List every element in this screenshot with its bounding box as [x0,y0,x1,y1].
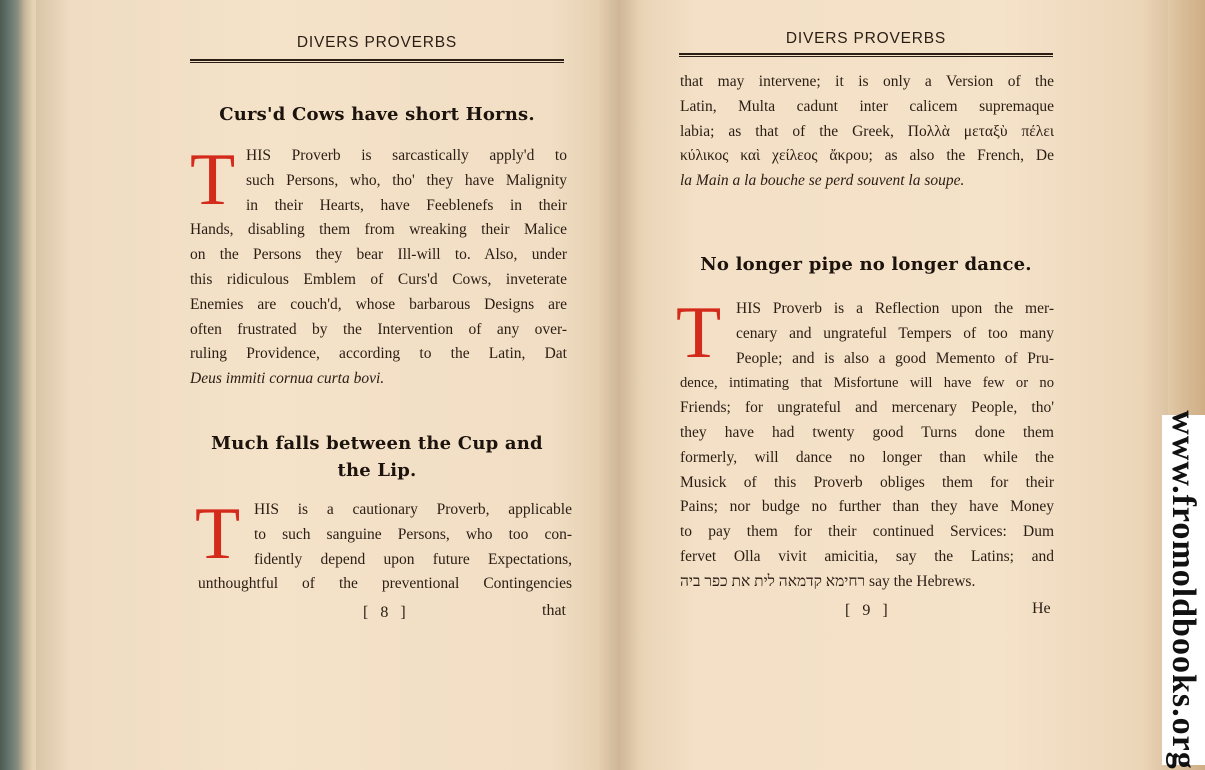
text-line: to such sanguine Persons, who too con- [254,525,572,543]
text-line: Hands, disabling them from wreaking their Malice [190,221,567,239]
text-line: that may intervene; it is only a Version of the [680,73,1054,90]
left-section2-paragraph [198,498,572,597]
text-line: unthoughtful of the preventional Contingencies [198,575,572,593]
text-line: HIS Proverb is sarcastically apply'd to [246,147,567,164]
right-continuation-paragraph [680,70,1054,194]
text-line: formerly, will dance no longer than while the [680,448,1054,466]
text-line: in their Hearts, have Feeblenefs in their [246,196,567,214]
heading-line: Much falls between the Cup and [211,433,543,454]
text-line: such Persons, who, tho' they have Malignity [246,171,567,189]
text-line: on the Persons they bear Ill-will to. Also, under [190,246,567,264]
text-line: they have had twenty good Turns done them [680,423,1054,441]
right-section-drop-cap: T [676,292,722,374]
text-line: often frustrated by the Intervention of any over- [190,320,567,338]
text-line: fidently depend upon future Expectations, [254,550,572,568]
text-line: Friends; for ungrateful and mercenary People, tho' [680,399,1054,417]
text-line: cenary and ungrateful Tempers of too many [736,324,1054,342]
right-head-rule [679,53,1053,57]
text-line: Deus immiti cornua curta bovi. [190,370,385,388]
left-section1-heading: Curs'd Cows have short Horns. [219,104,535,125]
left-head-rule [190,59,564,63]
left-page-number: [ 8 ] [363,604,410,621]
left-running-head: DIVERS PROVERBS [296,34,458,51]
text-line: to pay them for their continued Services: Dum [680,523,1054,541]
left-section2-drop-cap: T [195,493,241,575]
text-line: ruling Providence, according to the Latin, Dat [190,345,567,363]
heading-line: the Lip. [337,460,417,481]
text-line: Musick of this Proverb obliges them for their [680,473,1054,491]
right-catchword: He [1032,600,1051,617]
text-line: Pains; nor budge no further than they have Money [680,498,1054,516]
left-section1-paragraph [190,139,567,392]
text-line: Latin, Multa cadunt inter calicem supremaque [680,97,1054,115]
text-line: this ridiculous Emblem of Curs'd Cows, inveterate [190,270,567,288]
text-line: HIS is a cautionary Proverb, applicable [254,501,572,518]
watermark-text: www.fromoldbooks.org [1165,410,1202,770]
text-line: la Main a la bouche se perd souvent la soupe. [680,172,965,190]
text-line: κύλικος καὶ χείλεος ἄκρου; as also the French, De [680,147,1054,165]
right-section-heading: No longer pipe no longer dance. [700,254,1032,275]
text-line: Enemies are couch'd, whose barbarous Designs are [190,295,567,313]
text-line: HIS Proverb is a Reflection upon the mer- [736,300,1054,317]
text-line: fervet Olla vivit amicitia, say the Latins; and [680,547,1054,565]
text-line: People; and is also a good Memento of Pru- [736,349,1054,367]
text-line: רחימא קדמאה לית את כפר ביה say the Hebrews. [680,572,976,590]
right-section-paragraph [680,297,1054,595]
text-line: dence, intimating that Misfortune will have few or no [680,375,1054,392]
left-section1-drop-cap: T [190,139,236,221]
left-catchword: that [542,602,566,619]
left-section2-heading [190,430,564,484]
right-running-head: DIVERS PROVERBS [785,30,947,47]
right-page-number: [ 9 ] [845,602,892,619]
text-line: labia; as that of the Greek, Πολλὰ μεταξὺ πέλει [680,122,1054,140]
